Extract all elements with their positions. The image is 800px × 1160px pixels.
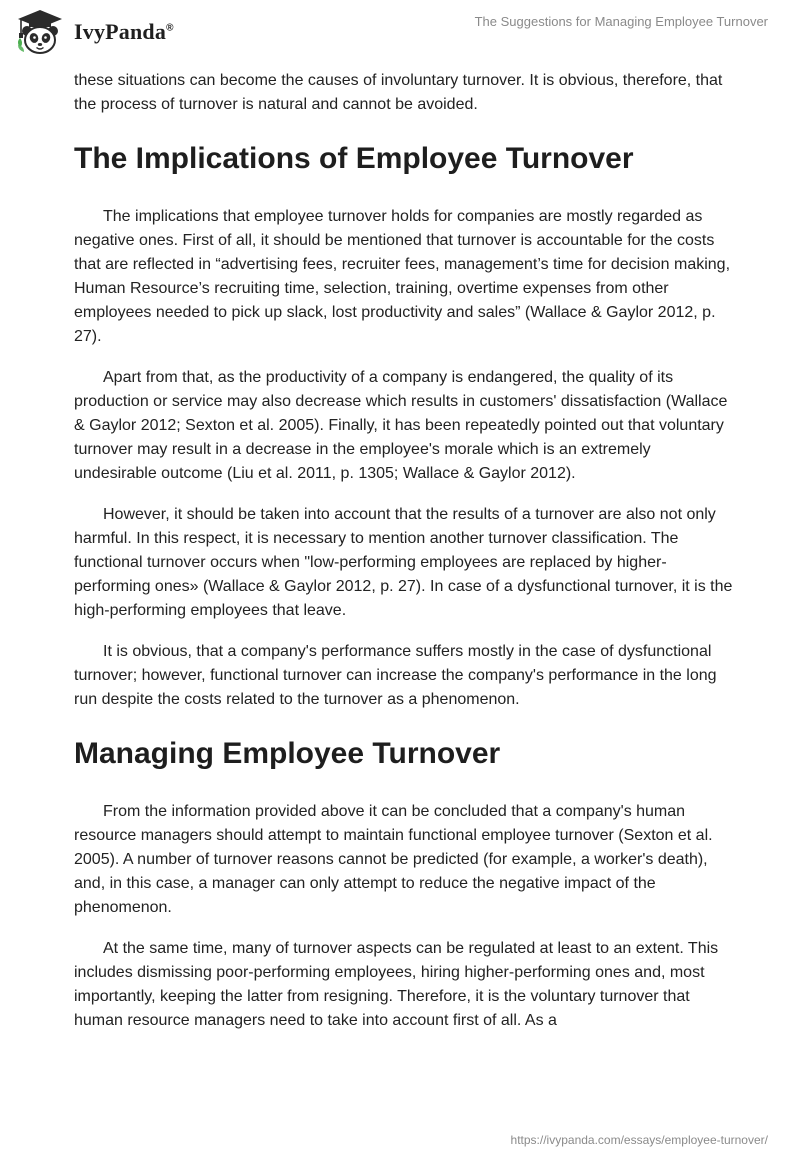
section-heading-implications: The Implications of Employee Turnover [74, 142, 634, 175]
paragraph: It is obvious, that a company's performance suffers mostly in the case of dysfunctional turnover; however, functional turnover can increase the company's performance in the long run despite the costs related to the turnover as a phenomenon. [74, 643, 717, 708]
paragraph: these situations can become the causes of involuntary turnover. It is obvious, therefore, that the process of turnover is natural and cannot be avoided. [74, 72, 723, 113]
panda-graduate-icon [14, 8, 66, 56]
ivypanda-logo[interactable] [14, 8, 174, 56]
paragraph: Apart from that, as the productivity of a company is endangered, the quality of its production or service may also decrease which results in customers' dissatisfaction (Wallace & Gaylor 2012; Sexton et al. 2005). Finally, it has been repeatedly pointed out that voluntary turnover may result in a decrease in the employee's morale which is an extremely undesirable outcome (Liu et al. 2011, p. 1305; Wallace & Gaylor 2012). [74, 369, 728, 482]
registered-mark: ® [166, 22, 174, 34]
logo-text: IvyPanda® [74, 19, 174, 44]
paragraph: However, it should be taken into account that the results of a turnover are also not only harmful. In this respect, it is necessary to mention another turnover classification. The functional turnover occurs when "low-performing employees are replaced by higher-performing ones» (Wallace & Gaylor 2012, p. 27). In case of a dysfunctional turnover, it is the high-performing employees that leave. [74, 506, 733, 619]
paragraph: From the information provided above it can be concluded that a company's human resource managers should attempt to maintain functional employee turnover (Sexton et al. 2005). A number of turnover reasons cannot be predicted (for example, a worker's death), and, in this case, a manager can only attempt to reduce the negative impact of the phenomenon. [74, 803, 713, 916]
document-title: The Suggestions for Managing Employee Turnover [474, 14, 768, 29]
section-heading-managing: Managing Employee Turnover [74, 737, 501, 770]
paragraph: At the same time, many of turnover aspects can be regulated at least to an extent. This includes dismissing poor-performing employees, hiring higher-performing ones and, most importantly, keeping the latter from resigning. Therefore, it is the voluntary turnover that human resource managers need to take into account first of all. As a [74, 940, 719, 1029]
source-url[interactable]: https://ivypanda.com/essays/employee-turnover/ [510, 1133, 768, 1147]
page-header [0, 0, 800, 62]
article-body [74, 69, 734, 1050]
paragraph: The implications that employee turnover holds for companies are mostly regarded as negative ones. First of all, it should be mentioned that turnover is accountable for the costs that are reflected in “advertising fees, recruiter fees, management’s time for decision making, Human Resource’s recruiting time, selection, training, overtime expenses from other employees needed to pick up slack, lost productivity and sales” (Wallace & Gaylor 2012, p. 27). [74, 208, 731, 345]
